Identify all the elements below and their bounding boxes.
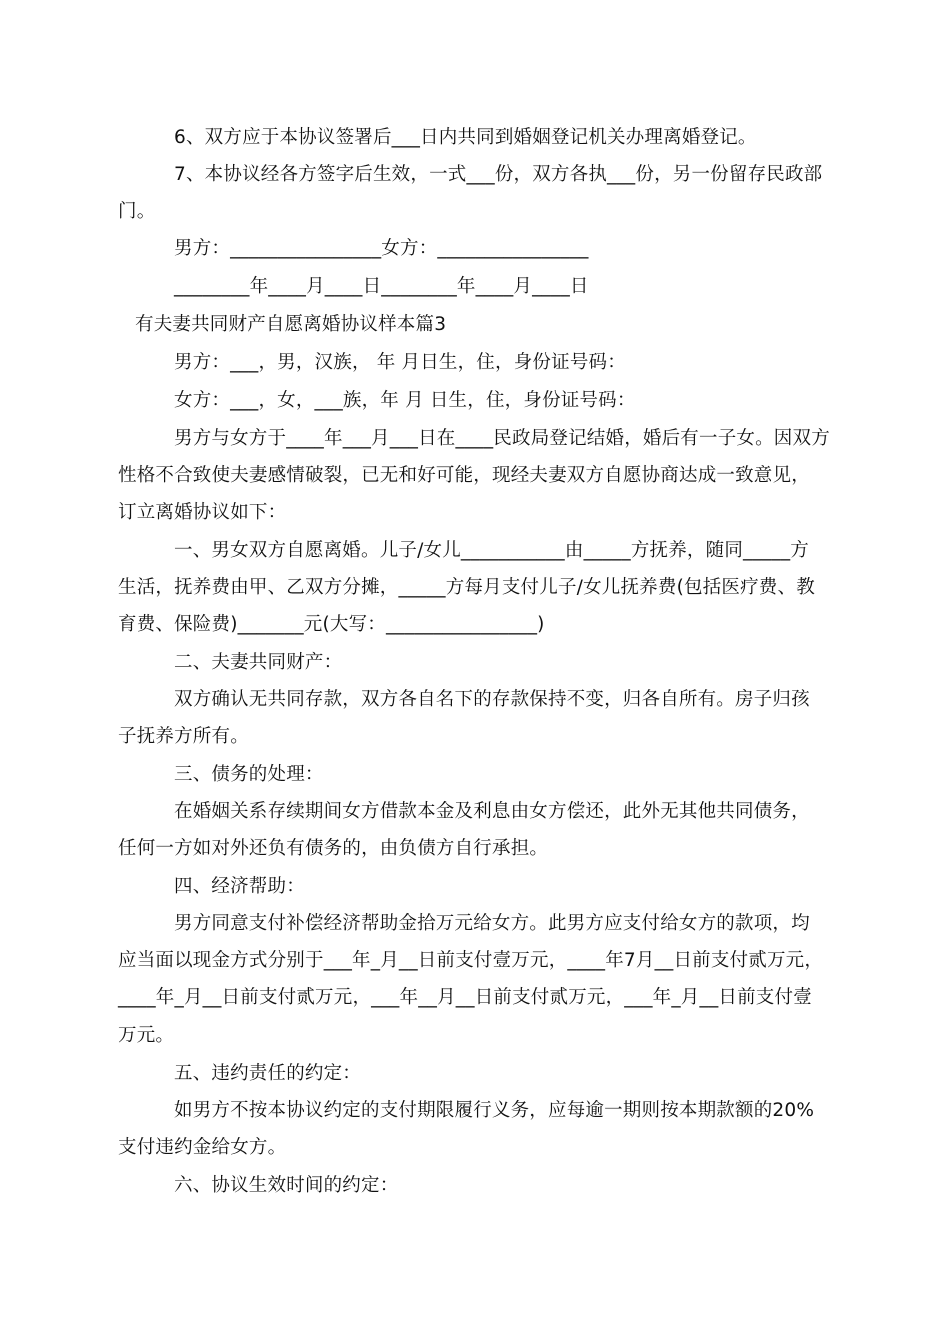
clause-7-continued: 门。 bbox=[118, 201, 156, 222]
clause-6-registration: 6、双方应于本协议签署后___日内共同到婚姻登记机关办理离婚登记。 bbox=[174, 127, 757, 148]
article-4-heading: 四、经济帮助： bbox=[174, 876, 305, 897]
date-line: ________年____月____日________年____月____日 bbox=[174, 276, 589, 297]
article-4-line-4: 万元。 bbox=[118, 1025, 175, 1046]
article-1-line-2: 生活，抚养费由甲、乙双方分摊，_____方每月支付儿子/女儿抚养费(包括医疗费、教 bbox=[118, 577, 815, 598]
article-2-line-2: 子抚养方所有。 bbox=[118, 726, 249, 747]
marriage-statement-line-3: 订立离婚协议如下： bbox=[118, 502, 287, 523]
article-5-heading: 五、违约责任的约定： bbox=[174, 1063, 362, 1084]
article-1-line-1: 一、男女双方自愿离婚。儿子/女儿___________由_____方抚养，随同_____方 bbox=[174, 540, 809, 561]
clause-7-effectiveness: 7、本协议经各方签字后生效，一式___份，双方各执___份，另一份留存民政部 bbox=[174, 164, 823, 185]
marriage-statement-line-2: 性格不合致使夫妻感情破裂，已无和好可能，现经夫妻双方自愿协商达成一致意见， bbox=[118, 465, 810, 486]
article-3-heading: 三、债务的处理： bbox=[174, 764, 324, 785]
marriage-statement-line-1: 男方与女方于____年___月___日在____民政局登记结婚，婚后有一子女。因双方 bbox=[174, 428, 830, 449]
article-5-line-1: 如男方不按本协议约定的支付期限履行义务，应每逾一期则按本期款额的20% bbox=[174, 1100, 815, 1121]
male-party-info: 男方：___，男，汉族， 年 月日生，住，身份证号码： bbox=[174, 352, 626, 373]
article-4-line-1: 男方同意支付补偿经济帮助金拾万元给女方。此男方应支付给女方的款项，均 bbox=[174, 913, 810, 934]
article-2-line-1: 双方确认无共同存款，双方各自名下的存款保持不变，归各自所有。房子归孩 bbox=[174, 689, 810, 710]
signature-line: 男方：________________女方：________________ bbox=[174, 238, 589, 259]
article-6-heading: 六、协议生效时间的约定： bbox=[174, 1175, 399, 1196]
article-2-heading: 二、夫妻共同财产： bbox=[174, 652, 343, 673]
female-party-info: 女方：___，女，___族，年 月 日生，住，身份证号码： bbox=[174, 390, 636, 411]
article-3-line-1: 在婚姻关系存续期间女方借款本金及利息由女方偿还，此外无其他共同债务， bbox=[174, 801, 810, 822]
article-3-line-2: 任何一方如对外还负有债务的，由负债方自行承担。 bbox=[118, 838, 549, 859]
article-4-line-2: 应当面以现金方式分别于___年_月__日前支付壹万元，____年7月__日前支付贰万元， bbox=[118, 950, 824, 971]
section-title: 有夫妻共同财产自愿离婚协议样本篇3 bbox=[135, 314, 447, 335]
article-5-line-2: 支付违约金给女方。 bbox=[118, 1137, 287, 1158]
article-1-line-3: 育费、保险费)_______元(大写：________________) bbox=[118, 614, 545, 635]
article-4-line-3: ____年_月__日前支付贰万元，___年__月__日前支付贰万元，___年_月__日前支付壹 bbox=[118, 987, 812, 1008]
